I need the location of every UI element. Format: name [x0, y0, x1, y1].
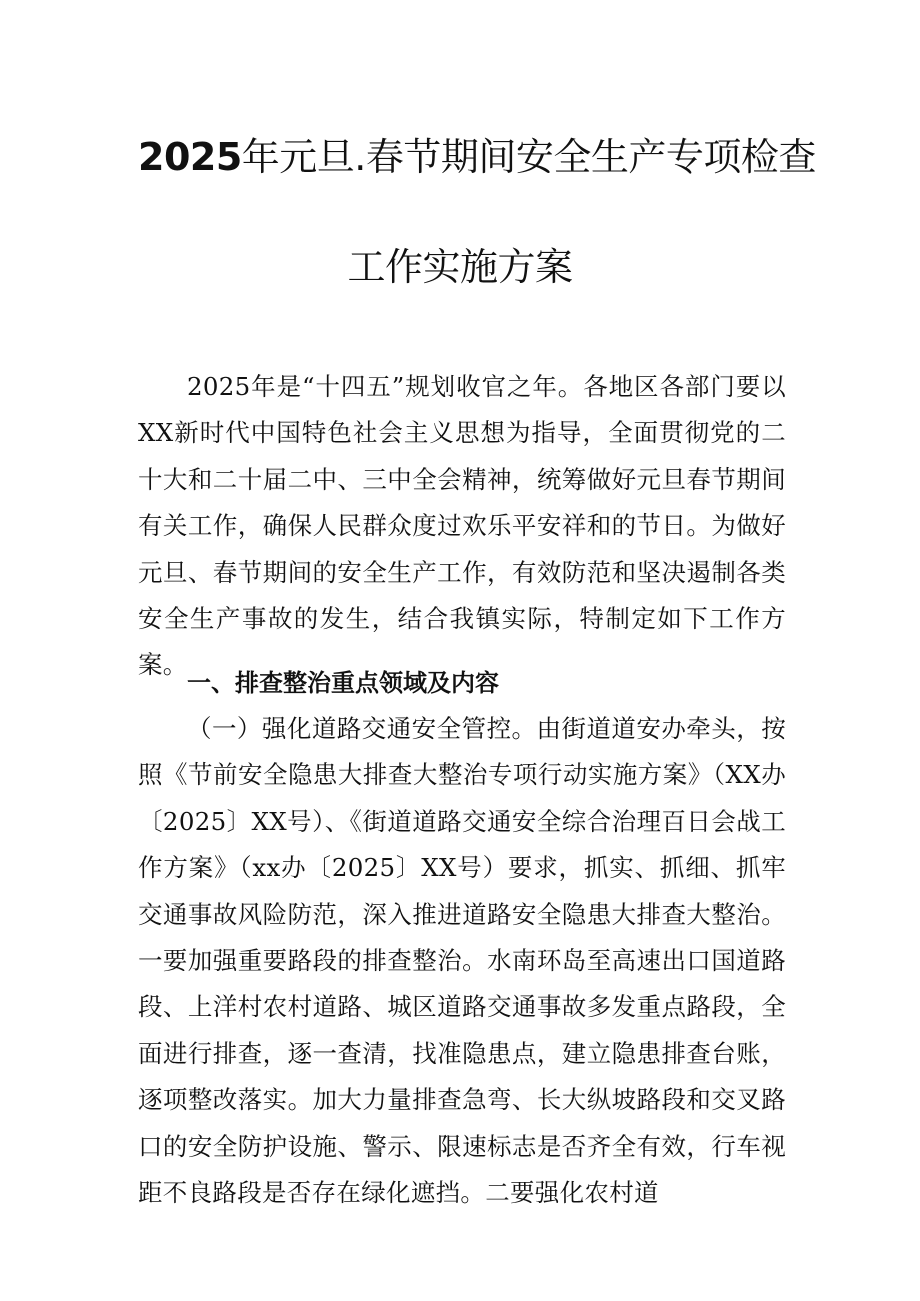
section-heading-1: 一、排查整治重点领域及内容: [187, 669, 499, 697]
traffic-safety-paragraph: （一）强化道路交通安全管控。由街道道安办牵头，按照《节前安全隐患大排查大整治专项行动实施方案》（XX办〔2025〕XX号）、《街道道路交通安全综合治理百日会战工作方案》（xx办〔2025〕XX号）要求，抓实、抓细、抓牢交通事故风险防范，深入推进道路安全隐患大排查大整治。一要加强重要路段的排查整治。水南环岛至高速出口国道路段、上洋村农村道路、城区道路交通事故多发重点路段，全面进行排查，逐一查清，找准隐患点，建立隐患排查台账，逐项整改落实。加大力量排查急弯、长大纵坡路段和交叉路口的安全防护设施、警示、限速标志是否齐全有效，行车视距不良路段是否存在绿化遮挡。二要强化农村道: [138, 714, 786, 1208]
intro-paragraph: 2025年是“十四五”规划收官之年。各地区各部门要以XX新时代中国特色社会主义思想为指导，全面贯彻党的二十大和二十届二中、三中全会精神，统筹做好元旦春节期间有关工作，确保人民群众度过欢乐平安祥和的节日。为做好元旦、春节期间的安全生产工作，有效防范和坚决遏制各类安全生产事故的发生，结合我镇实际，特制定如下工作方案。: [138, 372, 786, 680]
document-title-line-1: [138, 133, 816, 181]
document-title-line-2: 工作实施方案: [347, 245, 573, 289]
title-line-1-text: 年元旦.春节期间安全生产专项检查: [241, 135, 816, 179]
title-year: 2025: [138, 135, 242, 179]
